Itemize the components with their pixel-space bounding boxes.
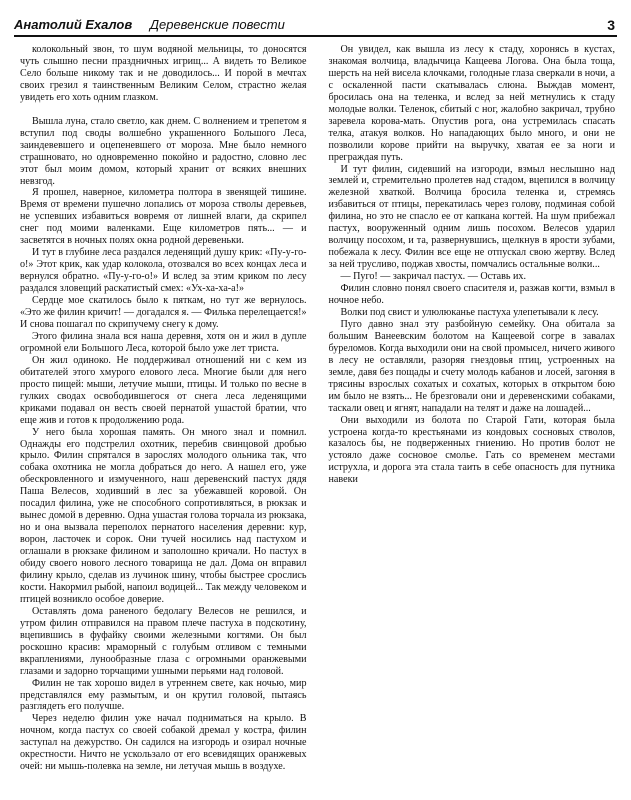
header-author: Анатолий Ехалов bbox=[14, 17, 133, 32]
header-rule bbox=[14, 35, 617, 37]
paragraph-14: — Пуго! — закричал пастух. — Оставь их. bbox=[340, 271, 526, 283]
paragraph-17: Пуго давно знал эту разбойную семейку. Она обитала за большим Ванеевским болотом на Кащеевой согре в завалах буреломов. Когда выходили они на свой промысел, ничего живого в лесу не оставляли, разоряя гнездовья птиц, устроенных на земле, давя без пощады и счету молодь кабанов и лосей, загоняя в трясины взрослых сохатых и сохатых, которых в открытом бою им было не взять... Не брезговали они и деревенскими собаками, таскали овец и ягнят, нападали на телят и даже на лошадей... bbox=[328, 318, 615, 414]
running-header bbox=[14, 16, 617, 36]
paragraph-7: Он жил одиноко. Не поддерживал отношений ни с кем из обитателей этого хмурого елового леса. Многие были для него просто пищей: мыши, летучие мыши, птицы. И только по весне в гулких сводах освободившегося от снега леса леденящими криками подавал он весть своей пернатой ушастой братии, что еще жив и готов к продолжению рода. bbox=[20, 354, 307, 426]
paragraph-16: Волки под свист и улюлюканье пастуха улепетывали к лесу. bbox=[340, 306, 599, 318]
paragraph-13: И тут филин, сидевший на изгороди, взмыл неслышно над землей и, стремительно пролетев над стадом, вцепился в волчицу железной хваткой. Волчица бросила теленка и, стремясь избавиться от птицы, перекатилась через голову, подминая собой филина, но это не спасло ее от капкана когтей. На шум прибежал пастух, вооруженный одним лишь посохом. Велесов ударил волчицу посохом, и та, развернувшись, щелкнув в ярости зубами, побежала к лесу. Филин все еще не отпускал свою жертву. Вслед за ней трусливо, поджав хвосты, помчались остальные волки... bbox=[328, 163, 615, 271]
paragraph-8: У него была хорошая память. Он много знал и помнил. Однажды его подстрелил охотник, перебив свинцовой дробью крыло. Филин спрятался в зарослях молодого ольника так, что собака охотника не могла добраться до него. А нашел его, уже обескровленного и измученного, наш деревенский пастух дядя Паша Велесов, ходивший в лес за убежавшей коровой. Он посадил филина, уже не способного сопротивляться, в рюкзак и вынес домой в деревню. Одна ушастая голова торчала из рюкзака, но и она вызвала переполох пернатого населения деревни: кур, ворон, ласточек и сорок. Они тучей носились над пастухом и оглашали в рюкзаке филином и заполошно кричали. Но пастух в обиду своего нового лесного товарища не дал. Дома он вправил филину крыло, сделав из лучинок шину, чтобы быстрее срослись кости. Накормил рыбой, напоил водицей... Так между человеком и птицей возникло особое доверие. bbox=[20, 426, 307, 605]
paragraph-5: Сердце мое скатилось было к пяткам, но тут же вернулось. «Это же филин кричит! — догадался я. — Филька перелещается!» И снова пошагал по скрипучему снегу к дому. bbox=[20, 295, 307, 330]
header-work-title: Деревенские повести bbox=[149, 17, 285, 32]
paragraph-11: Через неделю филин уже начал подниматься на крыло. В ночном, когда пастух со своей собакой дремал у костра, филин заступал на дежурство. Он садился на изгородь и озирал ночные окрестности. Ничто не ускользало от его всевидящих оранжевых очей: ни мышь-полевка на земле, ни летучая мышь в воздухе. bbox=[20, 713, 307, 773]
paragraph-1: колокольный звон, то шум водяной мельницы, то доносятся чуть слышно песни праздничных игрищ... А видеть то Великое Село больше никому так и не доводилось... И порой в мечтах своих грезил я таинственным Великим Селом, страстно желая увидеть его хоть одним глазком. bbox=[20, 44, 307, 103]
paragraph-10: Филин не так хорошо видел в утреннем свете, как ночью, мир представлялся ему размытым, и он крутил головой, пытаясь разглядеть его получше. bbox=[20, 677, 307, 713]
page-number: 3 bbox=[607, 17, 615, 33]
paragraph-6: Этого филина знала вся наша деревня, хотя он и жил в дупле огромной ели Большого Леса, которой было уже лет триста. bbox=[20, 330, 307, 354]
text-columns bbox=[20, 44, 615, 796]
paragraph-3: Я прошел, наверное, километра полтора в звенящей тишине. Время от времени пушечно лопались от мороза стволы деревьев, не успевших избавиться вовремя от лишней влаги, да скрипел снег под моими валенками. Еще километров пять... — и засветятся в ночных полях окна родной деревеньки. bbox=[20, 187, 307, 247]
paragraph-9: Оставлять дома раненого бедолагу Велесов не решился, и утром филин отправился на правом плече пастуха в подскотину, вцепившись в фуфайку своими железными когтями. Он был роскошно красив: мраморный с голубым отливом с темными вкраплениями, лунообразные глаза с огромными оранжевыми глазами и задорно торчащими ушными перьями над головой. bbox=[20, 605, 307, 677]
paragraph-18: Они выходили из болота по Старой Гати, которая была устроена когда-то крестьянами из кондовых сосновых стволов, казалось бы, не подверженных гниению. Но против болот не устояло даже сосновое смолье. Гать со временем местами иструхла, и дорога эта стала таить в себе опасность для путника навеки bbox=[328, 414, 615, 486]
paragraph-2: Вышла луна, стало светло, как днем. С волнением и трепетом я вступил под своды волшебно украшенного Большого Леса, заиндевевшего и оцепеневшего от мороза. Мне было немного страшновато, но одновременно покойно и радостно, словно лес этот был моим домом, который хранит от всяких внешних невзгод. bbox=[20, 115, 307, 187]
paragraph-4: И тут в глубине леса раздался леденящий душу крик: «Пу-у-го-о!» Этот крик, как удар колокола, отозвался во всех концах леса и вернулся обратно. «Пу-у-го-о!» И вслед за этим криком по лесу раздался зловещий раскатистый смех: «Ух-ха-ха-а!» bbox=[20, 247, 307, 295]
paragraph-15: Филин словно понял своего спасителя и, разжав когти, взмыл в ночное небо. bbox=[328, 283, 615, 307]
paragraph-12: Он увидел, как вышла из лесу к стаду, хоронясь в кустах, знакомая волчица, владычица Кащеева Логова. Она была тоща, шерсть на ней висела клочками, голодные глаза сверкали в ночи, а с оскаленной пасти скатывалась слюна. Выждав момент, бросилась она на теленка, и вслед за ней метнулись к стаду молодые волки. Теленок, сбитый с ног, жалобно закричал, трубно заревела корова-мать. Опустив рога, она устремилась спасать телка, атакуя волков. Но нападающих было много, и они не позволили корове прийти на выручку, хватая ее за ноги и преграждая путь. bbox=[328, 44, 615, 163]
